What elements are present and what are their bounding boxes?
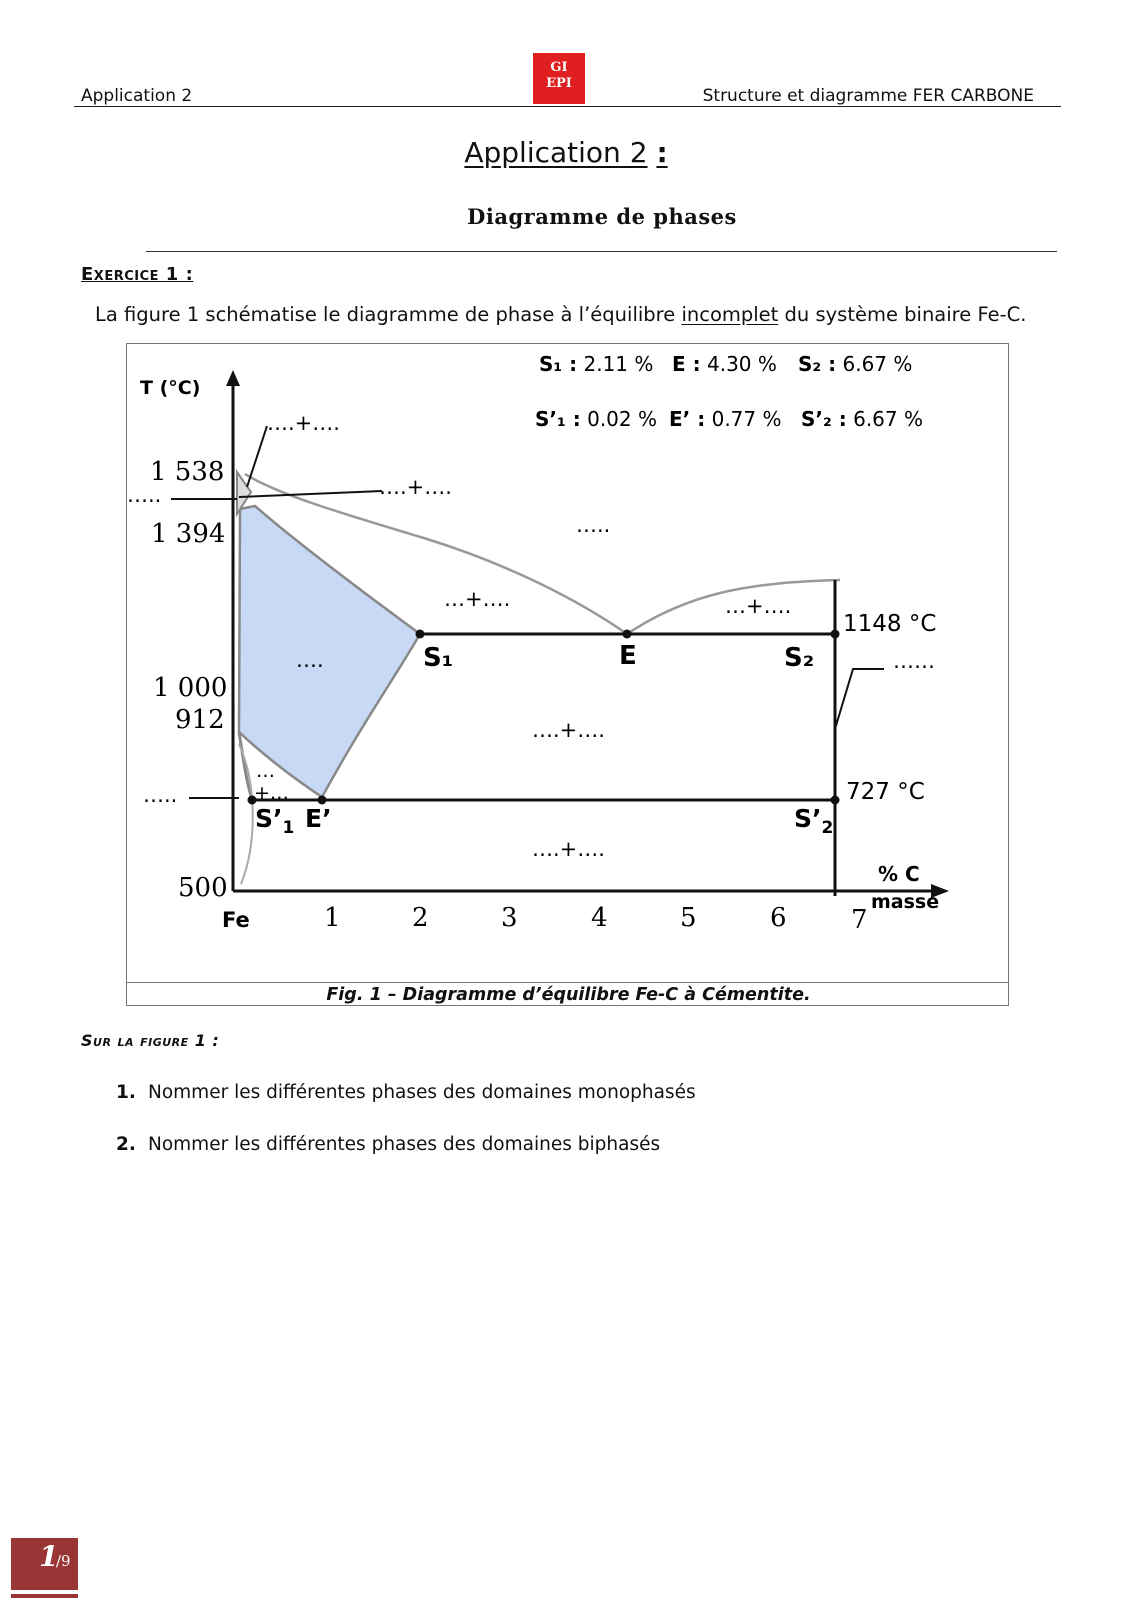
- alpha-boundary: [239, 744, 253, 884]
- question-2-num: 2.: [116, 1134, 136, 1155]
- page-title-colon: :: [656, 136, 668, 169]
- label-s1: S₁: [423, 643, 454, 673]
- question-2-text: Nommer les différentes phases des domaines biphasés: [148, 1134, 661, 1155]
- gamma-region: [239, 506, 420, 797]
- x-tick-2: 2: [412, 903, 429, 933]
- y-axis-arrow: [226, 370, 240, 386]
- blank-left-1470: …..: [127, 483, 162, 507]
- x-tick-7: 7: [851, 905, 868, 935]
- x-tick-5: 5: [680, 903, 697, 933]
- caption-rule: [127, 982, 1008, 983]
- page-subtitle: Diagramme de phases: [467, 204, 737, 229]
- intro-part2: du système binaire Fe-C.: [778, 303, 1027, 326]
- x-tick-6: 6: [770, 903, 787, 933]
- temp-eutectic: 1148 °C: [843, 611, 937, 637]
- gi-epi-logo: [533, 53, 585, 104]
- y-tick-1000: 1 000: [153, 673, 228, 703]
- point-s2p: [831, 796, 840, 805]
- leader-top: [247, 426, 267, 487]
- x-tick-3: 3: [501, 903, 518, 933]
- blank-gamma: ….: [296, 648, 324, 672]
- point-s1: [416, 630, 425, 639]
- blank-delta-l: ….+….: [267, 411, 340, 435]
- figure-caption: Fig. 1 – Diagramme d’équilibre Fe-C à Cémentite.: [326, 985, 811, 1005]
- blank-delta-gamma: ….+….: [379, 475, 452, 499]
- x-tick-4: 4: [591, 903, 608, 933]
- x-tick-1: 1: [324, 903, 341, 933]
- question-1-text: Nommer les différentes phases des domaines monophasés: [148, 1082, 696, 1103]
- peritectic-line: [239, 491, 382, 497]
- label-e: E: [619, 641, 637, 671]
- blank-alpha-fe3c: ….+….: [532, 837, 605, 861]
- label-ep: E’: [305, 804, 332, 833]
- header-left: Application 2: [81, 86, 193, 106]
- question-1-num: 1.: [116, 1082, 136, 1103]
- exercise-heading: Exercice 1 :: [81, 264, 194, 285]
- page-number-box: [11, 1538, 78, 1590]
- x-axis-label-1: % C: [878, 862, 920, 886]
- label-s2p: $S’_2$: [794, 804, 834, 838]
- intro-part1: La figure 1 schématise le diagramme de phase à l’équilibre: [95, 303, 682, 326]
- logo-line1: GI: [550, 60, 568, 75]
- x-axis-label-2: masse: [871, 891, 940, 913]
- page-current: 1: [39, 1540, 59, 1573]
- blank-liquid: …..: [576, 513, 611, 537]
- legend-row2: S’₁ : 0.02 % E’ : 0.77 % S’₂ : 6.67 %: [535, 407, 923, 431]
- temp-eutectoid: 727 °C: [846, 779, 925, 805]
- blank-gamma-fe3c: ….+….: [532, 718, 605, 742]
- phase-diagram: [127, 344, 1010, 982]
- logo-line2: EPI: [546, 76, 572, 92]
- blank-alpha-dots: …: [256, 760, 275, 782]
- blank-l-gamma: …+….: [444, 587, 511, 611]
- legend-row1: S₁ : 2.11 % E : 4.30 % S₂ : 6.67 %: [539, 352, 913, 376]
- blank-alpha-plus: +…: [254, 782, 289, 804]
- question-2: [116, 1134, 660, 1155]
- intro-underlined: incomplet: [681, 303, 779, 326]
- y-axis-label: T (°C): [140, 377, 201, 399]
- blank-left-alpha: …..: [143, 783, 178, 807]
- page-total: /9: [56, 1552, 71, 1570]
- header-rule: [74, 106, 1061, 107]
- leader-fe3c: [835, 669, 884, 729]
- page-number-rule: [11, 1594, 78, 1598]
- header-right: Structure et diagramme FER CARBONE: [702, 86, 1034, 106]
- page-title-text: Application 2: [464, 136, 648, 169]
- blank-fe3c: ……: [893, 649, 935, 673]
- label-s2: S₂: [784, 643, 815, 673]
- point-e: [623, 630, 632, 639]
- label-s1p: $S’_1$: [255, 804, 295, 838]
- y-tick-912: 912: [175, 705, 225, 735]
- blank-l-fe3c: …+….: [725, 594, 792, 618]
- page-title: [0, 136, 1132, 169]
- y-tick-1394: 1 394: [151, 519, 226, 549]
- y-tick-500: 500: [178, 873, 228, 903]
- questions-heading: Sur la figure 1 :: [81, 1031, 220, 1050]
- title-rule: [146, 251, 1057, 252]
- figure-frame: [126, 343, 1009, 1006]
- y-tick-1538: 1 538: [150, 457, 225, 487]
- exercise-intro: [95, 303, 1026, 326]
- question-1: [116, 1082, 696, 1103]
- origin-label: Fe: [222, 908, 250, 932]
- point-s2: [831, 630, 840, 639]
